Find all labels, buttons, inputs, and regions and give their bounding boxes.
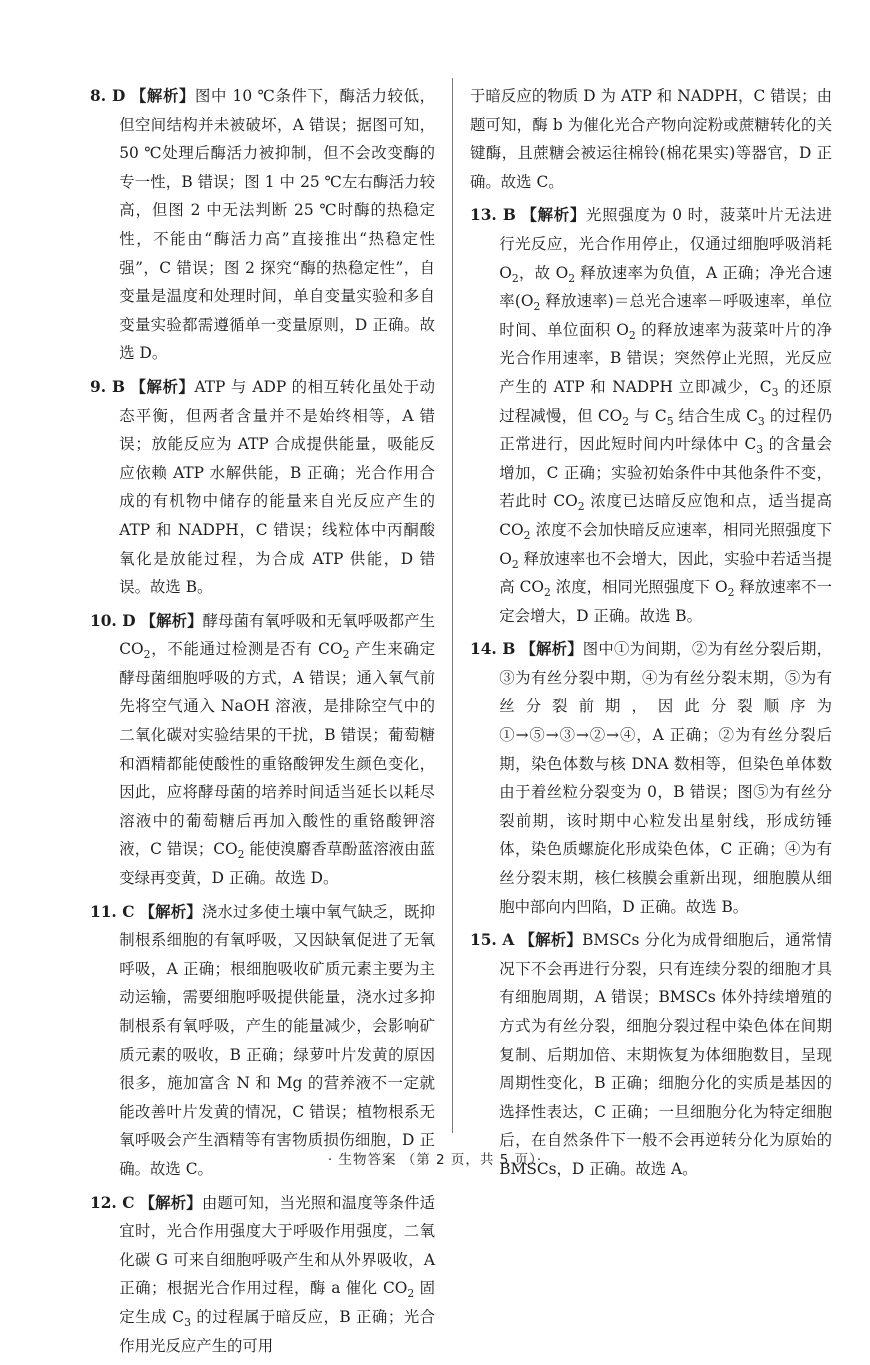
answer-12-continued: 于暗反应的物质 D 为 ATP 和 NADPH，C 错误；由题可知，酶 b 为催化光合产物向淀粉或蔗糖转化的关键酶，且蔗糖会被运往棉铃(棉花果实)等器官，D 正确。故选 C。: [470, 87, 832, 191]
answer-9: 9. B 【解析】ATP 与 ADP 的相互转化虽处于动态平衡，但两者含量并不是始终相等，A 错误；放能反应为 ATP 合成提供能量，吸能反应依赖 ATP 水解供能，B 正确；光合作用合成的有机物中储存的能量来自光反应产生的 ATP 和 NADPH，C 错误；线粒体中丙酮酸氧化是放能过程，为合成 ATP 供能，D 错误。故选 B。: [90, 377, 435, 597]
answer-12: 12. C 【解析】由题可知，当光照和温度等条件适宜时，光合作用强度大于呼吸作用强度，二氧化碳 G 可来自细胞呼吸产生和从外界吸收，A 正确；根据光合作用过程，酶 a 催化 $CO_2$ 固定生成 $C_3$ 的过程属于暗反应，B 正确；光合作用光反应产生的可用: [90, 1193, 435, 1355]
column-divider: [452, 78, 453, 1133]
answer-13: 13. B 【解析】光照强度为 0 时，菠菜叶片无法进行光反应，光合作用停止，仅通过细胞呼吸消耗 $O_2$，故 $O_2$ 释放速率为负值，A 正确；净光合速率($O_2$ 释放速率)＝总光合速率－呼吸速率，单位时间、单位面积 $O_2$ 的释放速率为菠菜叶片的净光合作用速率，B 错误；突然停止光照，光反应产生的 ATP 和 NADPH 立即减少，$C_3$ 的还原过程减慢，但 $CO_2$ 与 $C_5$ 结合生成 $C_3$ 的过程仍正常进行，因此短时间内叶绿体中 $C_3$ 的含量会增加，C 正确；实验初始条件中其他条件不变，若此时 $CO_2$ 浓度已达暗反应饱和点，适当提高 $CO_2$ 浓度不会加快暗反应速率，相同光照强度下 $O_2$ 释放速率也不会增大，因此，实验中若适当提高 $CO_2$ 浓度，相同光照强度下 $O_2$ 释放速率不一定会增大，D 正确。故选 B。: [470, 206, 833, 625]
answer-10: 10. D 【解析】酵母菌有氧呼吸和无氧呼吸都产生 $CO_2$，不能通过检测是否有 $CO_2$ 产生来确定酵母菌细胞呼吸的方式，A 错误；通入氧气前先将空气通入 NaOH 溶液，是排除空气中的二氧化碳对实验结果的干扰，B 错误；葡萄糖和酒精都能使酸性的重铬酸钾发生颜色变化，因此，应将酵母菌的培养时间适当延长以耗尽溶液中的葡萄糖后再加入酸性的重铬酸钾溶液，C 错误；$CO_2$ 能使溴麝香草酚蓝溶液由蓝变绿再变黄，D 正确。故选 D。: [90, 611, 435, 888]
answer-15: 15. A 【解析】BMSCs 分化为成骨细胞后，通常情况下不会再进行分裂，只有连续分裂的细胞才具有细胞周期，A 错误；BMSCs 体外持续增殖的方式为有丝分裂，细胞分裂过程中染色体在间期复制、后期加倍、末期恢复为体细胞数目，呈现周期性变化，B 正确；细胞分化的实质是基因的选择性表达，C 正确；一旦细胞分化为特定细胞后，在自然条件下一般不会再逆转分化为原始的 BMSCs，D 正确。故选 A。: [470, 931, 832, 1178]
page-footer: · 生物答案 （第 2 页，共 5 页）·: [327, 1152, 543, 1168]
answer-8: 8. D 【解析】图中 10 ℃条件下，酶活力较低，但空间结构并未被破坏，A 错误；据图可知，50 ℃处理后酶活力被抑制，但不会改变酶的专一性，B 错误；图 1 中 25 ℃左右酶活力较高，但图 2 中无法判断 25 ℃时酶的热稳定性，不能由“酶活力高”直接推出“热稳定性强”，C 错误；图 2 探究“酶的热稳定性”，自变量是温度和处理时间，单自变量实验和多自变量实验都需遵循单一变量原则，D 正确。故选 D。: [90, 87, 435, 363]
answer-11: 11. C 【解析】浇水过多使土壤中氧气缺乏，既抑制根系细胞的有氧呼吸，又因缺氧促进了无氧呼吸，A 正确；根细胞吸收矿质元素主要为主动运输，需要细胞呼吸提供能量，浇水过多抑制根系有氧呼吸，产生的能量减少，会影响矿质元素的吸收，B 正确；绿萝叶片发黄的原因很多，施加富含 N 和 Mg 的营养液不一定就能改善叶片发黄的情况，C 错误；植物根系无氧呼吸会产生酒精等有害物质损伤细胞，D 正确。故选 C。: [90, 902, 435, 1178]
answer-14: 14. B 【解析】图中①为间期，②为有丝分裂后期，③为有丝分裂中期，④为有丝分裂末期，⑤为有丝分裂前期，因此分裂顺序为①→⑤→③→②→④，A 正确；②为有丝分裂后期，染色体数与核 DNA 数相等，但染色单体数由于着丝粒分裂变为 0，B 错误；图⑤为有丝分裂前期，该时期中心粒发出星射线，形成纺锤体，染色质螺旋化形成染色体，C 正确；④为有丝分裂末期，核仁核膜会重新出现，细胞膜从细胞中部向内凹陷，D 正确。故选 B。: [470, 640, 832, 916]
